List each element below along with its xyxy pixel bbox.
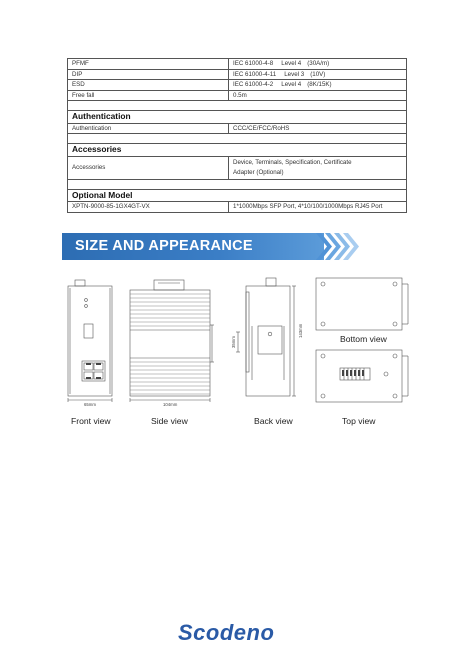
dimension-din-rail: 35mm xyxy=(231,336,236,348)
side-view-drawing xyxy=(130,280,210,402)
back-view-label: Back view xyxy=(254,416,293,426)
top-view-label: Top view xyxy=(342,416,376,426)
spec-level: Level 3 xyxy=(284,70,305,78)
banner-title: SIZE AND APPEARANCE xyxy=(75,238,253,254)
spec-row-authentication xyxy=(68,123,407,134)
bottom-view-label: Bottom view xyxy=(340,334,387,344)
spec-row-optional-model xyxy=(68,202,407,213)
dimension-depth: 104mm xyxy=(163,402,178,407)
spec-level: Level 4 xyxy=(281,60,302,67)
section-heading: Authentication xyxy=(68,111,407,124)
spec-table xyxy=(67,58,407,213)
spec-detail: (10V) xyxy=(310,70,326,78)
section-accessories xyxy=(68,144,407,157)
spec-row-dip xyxy=(68,69,407,80)
dimension-width: 65mm xyxy=(84,402,96,407)
section-heading: Optional Model xyxy=(68,189,407,202)
spec-std: IEC 61000-4-2 xyxy=(233,81,274,88)
section-banner xyxy=(62,233,362,260)
side-view-fins xyxy=(130,294,210,394)
spec-label: DIP xyxy=(68,69,229,80)
front-view-drawing xyxy=(68,280,112,402)
spec-level: Level 4 xyxy=(281,81,302,88)
spec-label: XPTN-9000-85-1GX4GT-VX xyxy=(68,202,229,213)
spec-value xyxy=(229,80,407,91)
spec-value: 0.5m xyxy=(229,90,407,101)
accessories-line-2: Adapter (Optional) xyxy=(233,168,284,176)
spec-row-free-fall xyxy=(68,90,407,101)
section-heading: Accessories xyxy=(68,144,407,157)
spacer-row xyxy=(68,134,407,144)
spec-label: Free fall xyxy=(68,90,229,101)
front-view-label: Front view xyxy=(71,416,111,426)
spacer-row xyxy=(68,101,407,111)
spec-std: IEC 61000-4-8 xyxy=(233,60,274,67)
spec-value xyxy=(229,69,407,80)
spec-row-accessories xyxy=(68,156,407,179)
spec-row-esd xyxy=(68,80,407,91)
back-view-drawing xyxy=(246,278,296,396)
spec-label: ESD xyxy=(68,80,229,91)
spec-detail: (8K/15K) xyxy=(307,81,332,88)
dimension-height: 143mm xyxy=(298,323,303,338)
spec-std: IEC 61000-4-11 xyxy=(233,70,277,78)
bottom-view-drawing xyxy=(316,278,408,330)
spec-label: Accessories xyxy=(68,156,229,179)
logo-wordmark-icon xyxy=(176,618,298,646)
spec-value: 1*1000Mbps SFP Port, 4*10/100/1000Mbps RJ45 Port xyxy=(229,202,407,213)
spacer-row xyxy=(68,179,407,189)
spec-row-pfmf xyxy=(68,59,407,70)
scodeno-logo xyxy=(176,618,298,646)
spec-detail: (30A/m) xyxy=(307,60,330,67)
section-authentication xyxy=(68,111,407,124)
spec-value: CCC/CE/FCC/RoHS xyxy=(229,123,407,134)
dimension-drawing xyxy=(62,270,412,410)
accessories-line-1: Device, Terminals, Specification, Certificate xyxy=(233,158,352,166)
spec-label: Authentication xyxy=(68,123,229,134)
section-optional-model xyxy=(68,189,407,202)
spec-value xyxy=(229,156,407,179)
spec-value xyxy=(229,59,407,70)
side-view-label: Side view xyxy=(151,416,188,426)
logo-text: Scodeno xyxy=(178,620,275,645)
spec-label: PFMF xyxy=(68,59,229,70)
banner-stripes-icon xyxy=(312,233,362,260)
